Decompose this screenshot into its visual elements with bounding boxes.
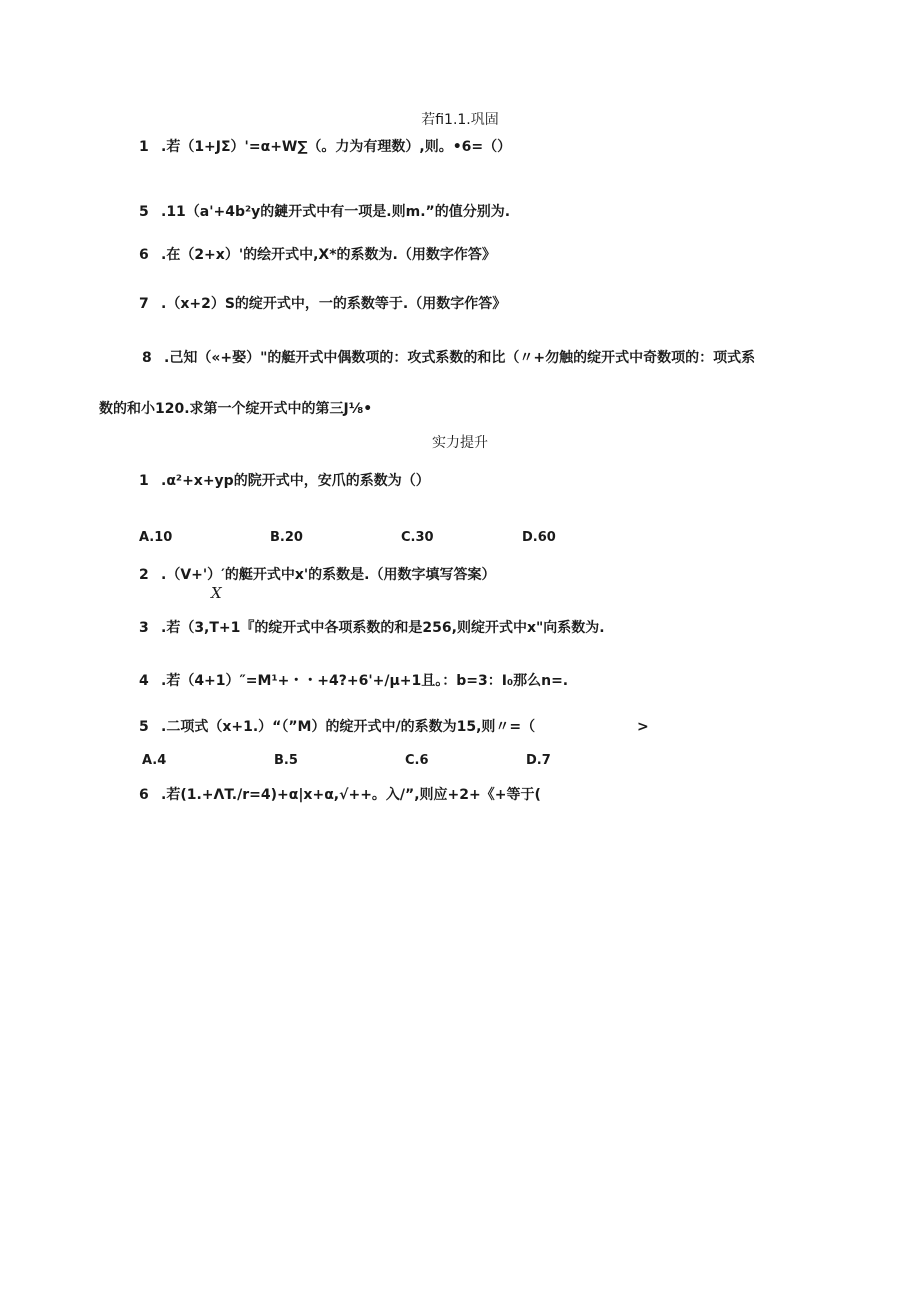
question-text: .若（3,T+1『的绽开式中各项系数的和是256,则绽开式中x"向系数为. (161, 620, 605, 636)
section-heading-improvement: 实力提升 (432, 435, 488, 451)
question-text: .α²+x+yp的院开式中，安爪的系数为（） (161, 473, 430, 489)
question-text: .（x+2）S的绽开式中，一的系数等于.（用数字作答》 (161, 296, 507, 312)
question-number: 1 (139, 473, 149, 489)
improve-question-2 (139, 566, 496, 584)
question-text: .己知（«+娶）"的艇开式中偶数项的：攻式系数的和比（〃+勿触的绽开式中奇数项的：项式系 (164, 350, 756, 366)
question-5-close-bracket: > (637, 719, 649, 735)
question-number: 4 (139, 673, 149, 689)
option-c: C.30 (401, 530, 434, 545)
question-8 (142, 349, 755, 367)
question-number: 8 (142, 350, 152, 366)
question-7 (139, 295, 506, 313)
question-1 (139, 138, 511, 156)
question-6 (139, 246, 496, 264)
question-number: 3 (139, 620, 149, 636)
question-text: .若（4+1）″=M¹+・・+4?+6'+/μ+1且。：b=3：I₀那么n=. (161, 673, 569, 689)
question-text: .二项式（x+1.）“（”M）的绽开式中/的系数为15,则〃=（ (161, 719, 536, 735)
question-number: 6 (139, 247, 149, 263)
option-a: A.10 (139, 530, 173, 545)
question-5 (139, 203, 510, 221)
question-text: .若(1.+ΛT./r=4)+α|x+α,√++。入/”,则应+2+《+等于( (161, 787, 541, 803)
option-c: C.6 (405, 753, 429, 768)
improve-question-6 (139, 786, 541, 804)
improve-question-3 (139, 619, 605, 637)
question-number: 7 (139, 296, 149, 312)
fraction-denominator-x: X (211, 584, 222, 602)
question-text: .若（1+JΣ）'=α+W∑（。力为有理数）,则。•6=（） (161, 139, 512, 155)
question-number: 6 (139, 787, 149, 803)
improve-question-5 (139, 718, 535, 736)
option-a: A.4 (142, 753, 167, 768)
improve-question-1 (139, 472, 430, 490)
option-b: B.5 (274, 753, 298, 768)
question-text: .11（a'+4b²y的鏈开式中有一项是.则m.”的值分别为. (161, 204, 511, 220)
question-number: 1 (139, 139, 149, 155)
question-number: 2 (139, 567, 149, 583)
improve-question-4 (139, 672, 568, 690)
question-text: .在（2+x）'的绘开式中,X*的系数为.（用数字作答》 (161, 247, 496, 263)
option-d: D.7 (526, 753, 551, 768)
question-number: 5 (139, 204, 149, 220)
question-text: .（V+'）′的艇开式中x'的系数是.（用数字填写答案） (161, 567, 496, 583)
section-heading-consolidation: 若fi1.1.巩固 (421, 112, 499, 128)
question-8-continuation: 数的和小120.求第一个绽开式中的第三J⅛• (99, 401, 373, 417)
option-b: B.20 (270, 530, 303, 545)
question-number: 5 (139, 719, 149, 735)
option-d: D.60 (522, 530, 556, 545)
